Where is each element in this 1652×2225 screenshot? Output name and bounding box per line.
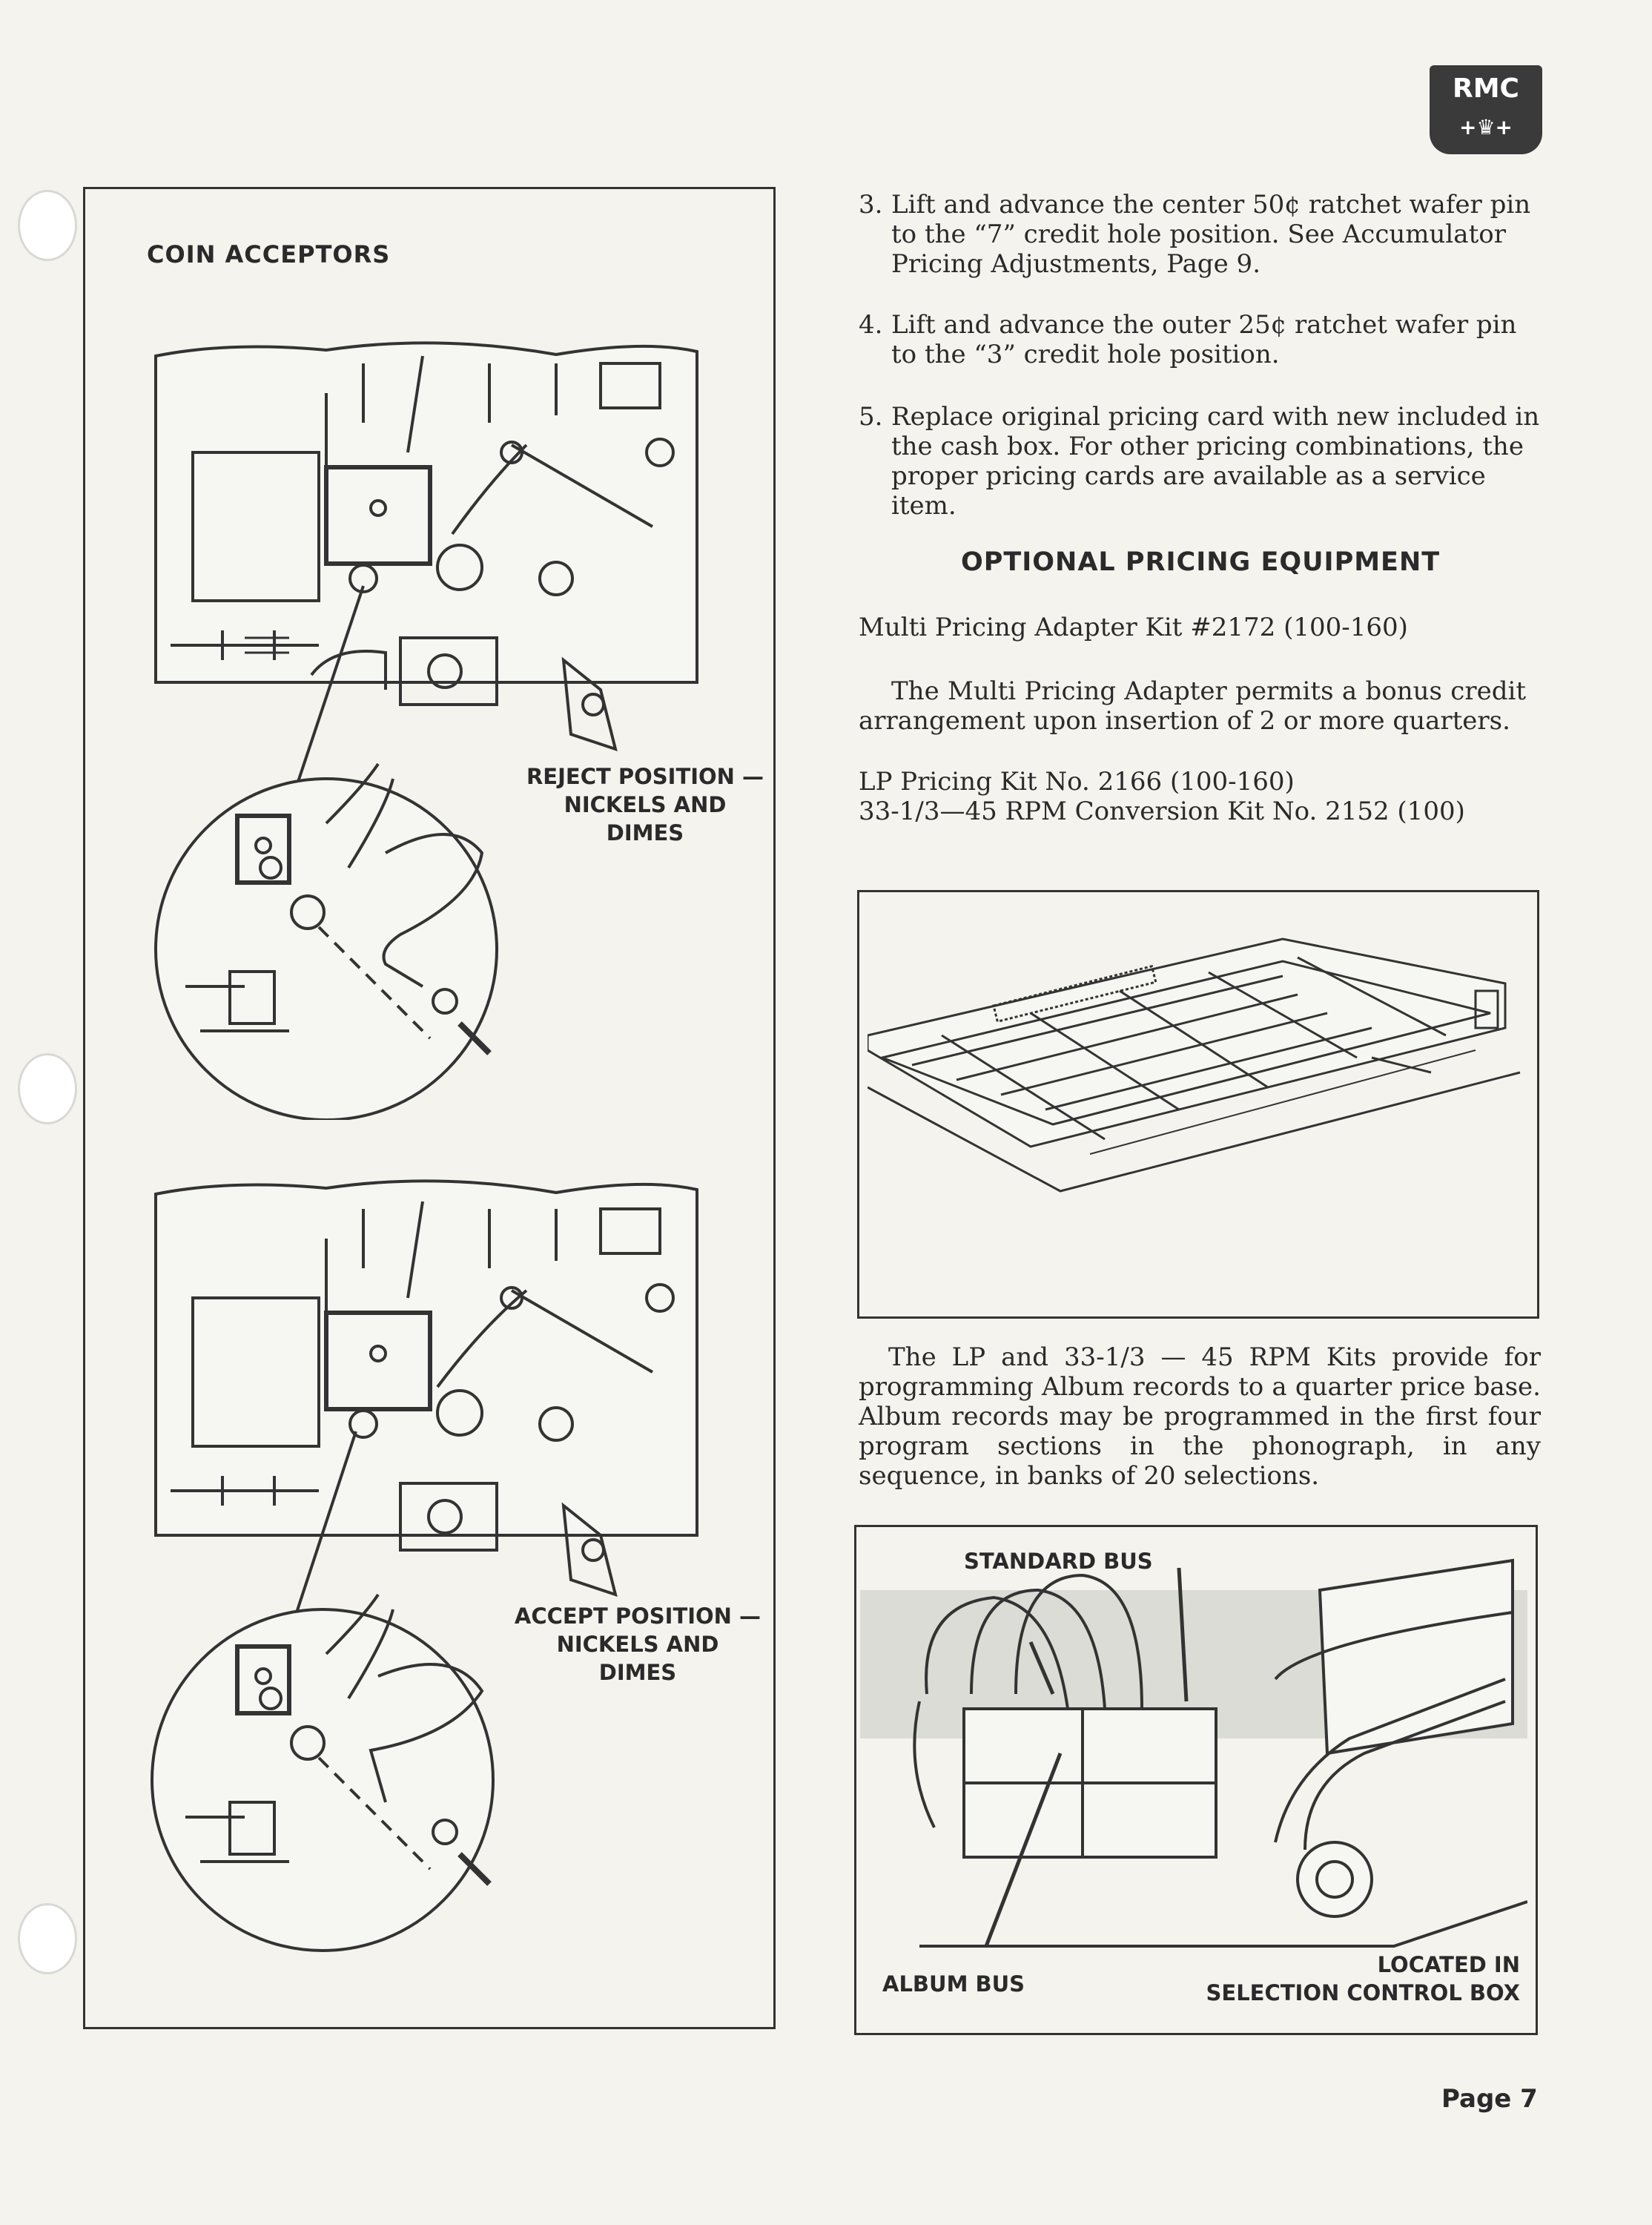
reject-position-illustration (141, 334, 749, 1120)
located-in-label (1172, 1951, 1520, 2007)
lp-kits-description: The LP and 33-1/3 — 45 RPM Kits provide for programming Album records to a quarter price base. Album records may be programmed in the first four program sections in the phonograph, in any sequence, in banks of 20 selections. (859, 1342, 1541, 1491)
page-number: Page 7 (1441, 2084, 1538, 2114)
album-bus-label: ALBUM BUS (882, 1971, 1025, 1997)
located-line1: LOCATED IN (1377, 1952, 1520, 1977)
kit-multi-pricing: Multi Pricing Adapter Kit #2172 (100-160) (859, 613, 1408, 642)
crown-icon: +♛+ (1458, 115, 1513, 139)
reject-label-line2: NICKELS AND (564, 792, 727, 817)
accept-position-label (504, 1602, 771, 1687)
step-4-number: 4. (859, 310, 883, 340)
reject-position-label (512, 762, 779, 847)
step-4 (859, 310, 1541, 369)
step-4-text: Lift and advance the outer 25¢ ratchet wafer pin to the “3” credit hole position. (891, 310, 1517, 369)
step-3 (859, 190, 1541, 279)
optional-pricing-heading: OPTIONAL PRICING EQUIPMENT (961, 547, 1441, 577)
kit-multi-pricing-description: The Multi Pricing Adapter permits a bonus credit arrangement upon insertion of 2 or more quarters. (859, 676, 1526, 736)
pricing-card-illustration (868, 902, 1527, 1302)
binder-hole-bottom (18, 1903, 77, 1974)
binder-hole-middle (18, 1053, 77, 1124)
accept-label-line1: ACCEPT POSITION — (514, 1603, 761, 1629)
reject-label-line3: DIMES (606, 820, 684, 846)
accept-position-illustration (141, 1172, 749, 1958)
kit-lp-pricing: LP Pricing Kit No. 2166 (100-160) (859, 767, 1295, 797)
accept-label-line3: DIMES (598, 1660, 677, 1685)
logo-text: RMC (1453, 73, 1519, 104)
kit-rpm-conversion: 33-1/3—45 RPM Conversion Kit No. 2152 (100) (859, 797, 1465, 826)
accept-label-line2: NICKELS AND (556, 1632, 719, 1657)
step-5 (859, 402, 1541, 521)
step-5-number: 5. (859, 402, 883, 432)
rmc-logo (1430, 65, 1542, 154)
located-line2: SELECTION CONTROL BOX (1206, 1980, 1520, 2005)
step-3-text: Lift and advance the center 50¢ ratchet wafer pin to the “7” credit hole position. See Accumulator Pricing Adjustments, Page 9. (891, 190, 1531, 279)
reject-label-line1: REJECT POSITION — (526, 764, 764, 789)
binder-hole-top (18, 190, 77, 261)
standard-bus-label: STANDARD BUS (964, 1549, 1153, 1574)
step-5-text: Replace original pricing card with new included in the cash box. For other pricing combinations, the proper pricing cards are available as a service item. (891, 402, 1540, 521)
coin-acceptors-title: COIN ACCEPTORS (147, 240, 391, 268)
step-3-number: 3. (859, 190, 883, 220)
